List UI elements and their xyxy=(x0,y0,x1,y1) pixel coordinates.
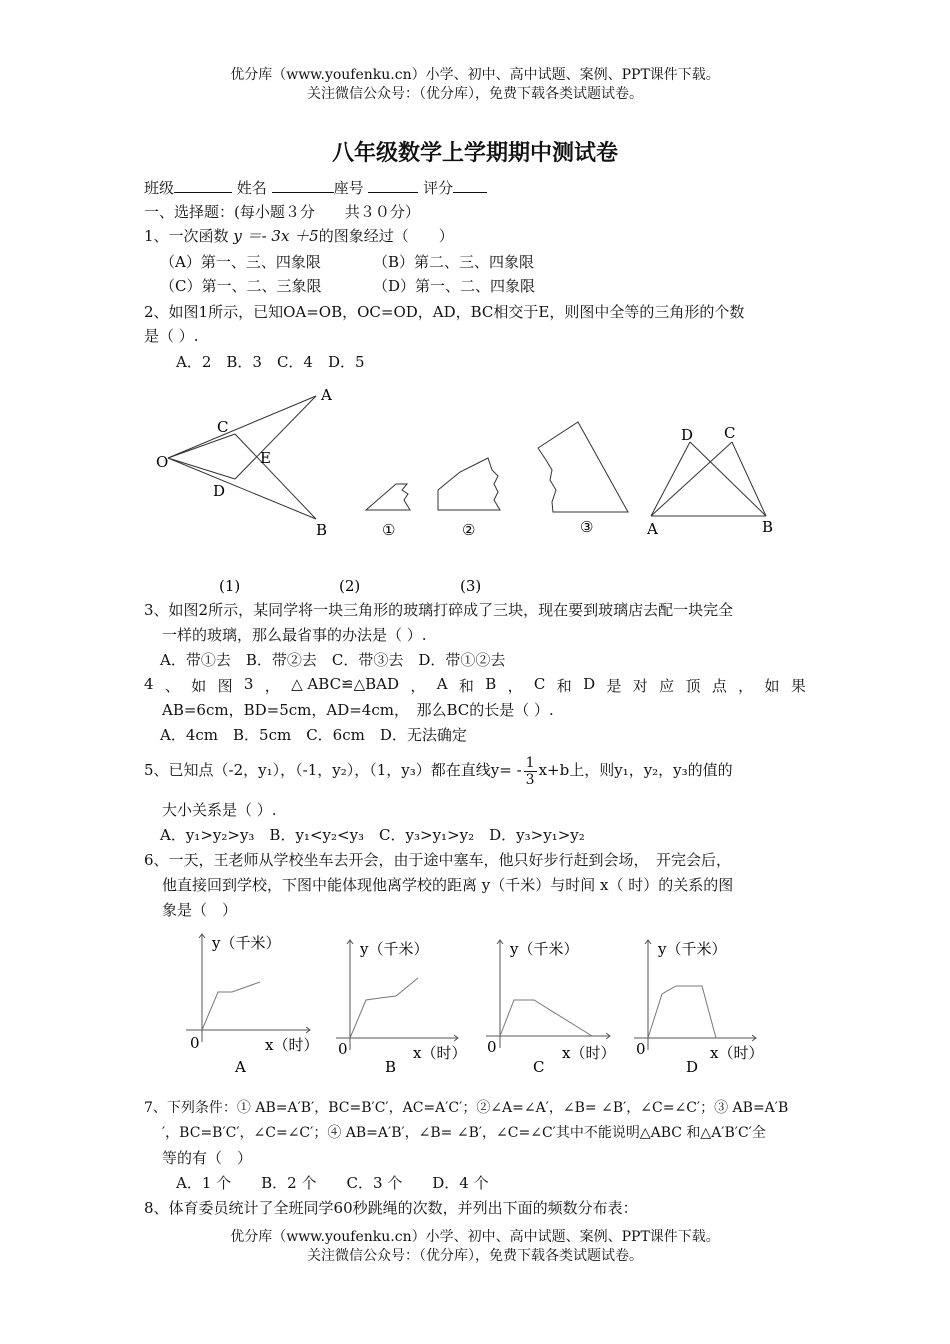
q5-numerator: 1 xyxy=(525,754,535,771)
q4-options: A．4cm B．5cm C．6cm D．无法确定 xyxy=(160,726,467,744)
section-heading: 一、选择题：(每小题３分 共３０分） xyxy=(144,203,420,221)
fig3-label-d: D xyxy=(681,426,694,444)
graph-c-origin: 0 xyxy=(487,1038,497,1056)
q4-part: 4 xyxy=(144,675,154,693)
q4-part: ， xyxy=(264,677,280,695)
q4-part: 顶 xyxy=(685,677,701,695)
q4-part: B xyxy=(485,675,497,693)
figures-row xyxy=(0,380,950,600)
graph-d-letter: D xyxy=(686,1058,699,1076)
graph-d-ylabel: y（千米） xyxy=(658,940,727,958)
q6-line-1: 6、一天，王老师从学校坐车去开会，由于途中塞车，他只好步行赶到会场， 开完会后， xyxy=(144,851,732,869)
q4-part: 图 xyxy=(217,677,233,695)
q7-options: A．1 个 B．2 个 C．3 个 D．4 个 xyxy=(176,1174,489,1192)
figure-3 xyxy=(651,442,766,516)
fig1-caption: (1) xyxy=(219,577,241,595)
q1-stem-pre: 1、一次函数 xyxy=(144,227,229,245)
q2-line-2: 是（ ）. xyxy=(144,327,199,345)
graph-a xyxy=(186,934,318,1076)
q5-line-2: 大小关系是（ ）. xyxy=(162,801,277,819)
fig1-label-b: B xyxy=(316,521,328,539)
q4-line-1 xyxy=(144,675,806,696)
fig3-caption: (3) xyxy=(460,577,482,595)
fig3-label-b: B xyxy=(762,518,774,536)
graph-c-letter: C xyxy=(533,1058,545,1076)
footer-line-2: 关注微信公众号：（优分库），免费下载各类试题试卷。 xyxy=(307,1248,643,1264)
figure-1 xyxy=(168,396,316,519)
seat-blank xyxy=(368,178,418,193)
graph-b-origin: 0 xyxy=(338,1040,348,1058)
q1-stem xyxy=(144,226,454,246)
q4-part: D xyxy=(583,675,596,693)
q4-part: ， xyxy=(507,677,523,695)
fig1-label-a: A xyxy=(321,386,332,404)
name-blank xyxy=(272,178,334,193)
q6-line-3: 象是（ ） xyxy=(162,901,238,919)
q4-part: 如 xyxy=(191,677,207,695)
q7-line-1: 7、下列条件：① AB=A′B′，BC=B′C′，AC=A′C′；②∠A=∠A′，∠B= ∠B′，∠C=∠C′；③ AB=A′B xyxy=(144,1100,789,1116)
q4-part: C xyxy=(533,675,546,693)
fig1-label-d: D xyxy=(213,482,226,500)
q4-part: 和 xyxy=(556,677,572,695)
class-blank xyxy=(174,178,232,193)
graph-b-xlabel: x（时） xyxy=(413,1044,467,1062)
q4-part: A xyxy=(436,675,448,693)
q7-line-2: ′，BC=B′C′，∠C=∠C′；④ AB=A′B′，∠B= ∠B′，∠C=∠C′其中不能说明△ABC 和△A′B′C′全 xyxy=(162,1125,766,1141)
q2-line-1: 2、如图1所示，已知OA=OB，OC=OD，AD，BC相交于E，则图中全等的三角形的个数 xyxy=(144,303,745,321)
q8-line-1: 8、体育委员统计了全班同学60秒跳绳的次数，并列出下面的频数分布表： xyxy=(144,1199,638,1217)
graph-c xyxy=(486,940,615,1076)
graph-c-ylabel: y（千米） xyxy=(510,940,579,958)
q4-part: 和 xyxy=(458,677,474,695)
q5-options: A．y₁>y₂>y₃ B．y₁<y₂<y₃ C．y₃>y₁>y₂ D．y₃>y₁>y₂ xyxy=(160,826,585,844)
q3-line-1: 3、如图2所示，某同学将一块三角形的玻璃打碎成了三块，现在要到玻璃店去配一块完全 xyxy=(144,601,734,619)
q4-part: 果 xyxy=(790,677,806,695)
q4-part: 点 xyxy=(711,677,727,695)
q4-part: △ ABC≌△BAD xyxy=(291,675,400,693)
q1-option-a: （A）第一、三、四象限 xyxy=(160,253,321,271)
q1-option-b: （B）第二、三、四象限 xyxy=(373,253,535,271)
q3-line-2: 一样的玻璃，那么最省事的办法是（ ）. xyxy=(162,626,427,644)
class-label: 班级 xyxy=(144,179,175,197)
graph-b xyxy=(336,940,466,1076)
graph-a-letter: A xyxy=(235,1058,246,1076)
q4-part: 是 xyxy=(606,677,622,695)
q4-part: 如 xyxy=(764,677,780,695)
q4-part: ， xyxy=(738,677,754,695)
q4-part: 、 xyxy=(164,677,180,695)
q5-fraction xyxy=(524,755,537,788)
fig3-label-a: A xyxy=(647,520,658,538)
score-blank xyxy=(453,178,487,193)
score-label: 评分 xyxy=(423,179,454,197)
q7-line-3: 等的有（ ） xyxy=(162,1149,253,1167)
q6-graphs xyxy=(0,920,950,1080)
footer-line-1: 优分库（www.youfenku.cn）小学、初中、高中试题、案例、PPT课件下载。 xyxy=(230,1229,720,1245)
graph-b-letter: B xyxy=(385,1058,397,1076)
q4-line-2: AB=6cm，BD=5cm，AD=4cm， 那么BC的长是（ ）. xyxy=(162,701,554,719)
fig1-label-e: E xyxy=(260,449,271,467)
q6-line-2: 他直接回到学校，下图中能体现他离学校的距离 y（千米）与时间 x（ 时）的关系的图 xyxy=(162,876,734,894)
q3-options: A．带①去 B．带②去 C．带③去 D．带①②去 xyxy=(160,651,506,669)
graph-b-ylabel: y（千米） xyxy=(360,940,429,958)
q1-option-d: （D）第一、二、四象限 xyxy=(373,277,536,295)
fig2-piece-2: ② xyxy=(462,521,476,539)
graph-d-origin: 0 xyxy=(636,1040,646,1058)
q1-stem-post: 的图象经过（ ） xyxy=(318,227,454,245)
graph-c-xlabel: x（时） xyxy=(562,1044,616,1062)
fig2-piece-3: ③ xyxy=(580,518,594,536)
q1-option-c: （C）第一、二、三象限 xyxy=(160,277,322,295)
graph-d-xlabel: x（时） xyxy=(710,1044,764,1062)
fig1-label-c: C xyxy=(217,418,229,436)
q2-options: A．2 B．3 C．4 D．5 xyxy=(176,353,365,371)
figure-2 xyxy=(366,422,628,512)
fig3-label-c: C xyxy=(724,424,736,442)
q1-formula: y ＝- 3x ＋5 xyxy=(233,227,319,245)
header-line-1: 优分库（www.youfenku.cn）小学、初中、高中试题、案例、PPT课件下载。 xyxy=(230,67,720,83)
header-line-2: 关注微信公众号：（优分库），免费下载各类试题试卷。 xyxy=(307,86,643,102)
q4-part: 对 xyxy=(632,677,648,695)
graph-a-origin: 0 xyxy=(190,1034,200,1052)
q5-post: x+b上，则y₁，y₂，y₃的值的 xyxy=(538,761,733,779)
graph-a-ylabel: y（千米） xyxy=(212,934,281,952)
fig1-label-o: O xyxy=(156,453,169,471)
page-title: 八年级数学上学期期中测试卷 xyxy=(331,141,618,166)
name-label: 姓名 xyxy=(236,179,267,197)
graph-d xyxy=(634,940,763,1076)
q5-denominator: 3 xyxy=(525,771,535,788)
q5-line-1 xyxy=(144,752,733,788)
fig2-caption: (2) xyxy=(339,577,361,595)
q4-part: ， xyxy=(410,677,426,695)
fig2-piece-1: ① xyxy=(382,521,396,539)
q4-part: 应 xyxy=(659,677,675,695)
graph-a-xlabel: x（时） xyxy=(265,1036,319,1054)
info-line xyxy=(144,178,487,198)
q4-part: 3 xyxy=(243,675,254,693)
q5-pre: 5、已知点（-2，y₁），（-1，y₂），（1，y₃）都在直线y= - xyxy=(144,761,522,779)
seat-label: 座号 xyxy=(333,179,364,197)
